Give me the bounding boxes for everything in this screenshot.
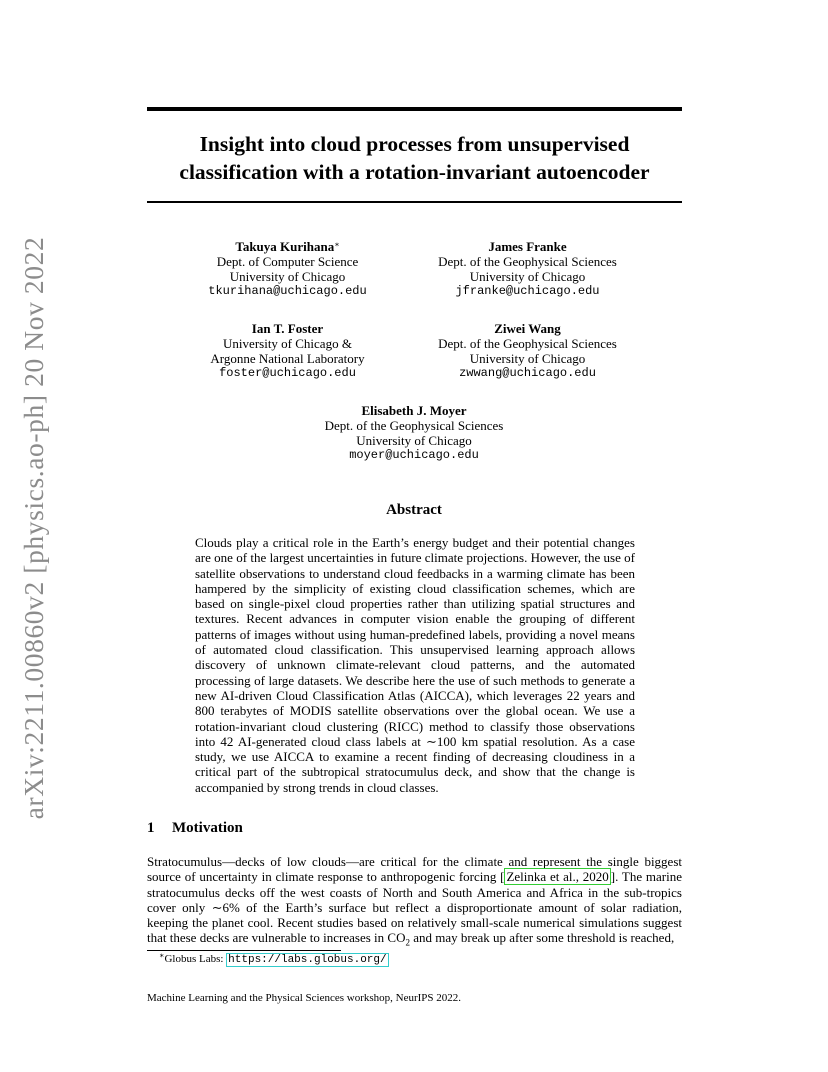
affiliation-line: University of Chicago [469, 351, 586, 366]
author-email: foster@uchicago.edu [219, 366, 356, 380]
venue-note: Machine Learning and the Physical Sciences workshop, NeurIPS 2022. [147, 992, 462, 1004]
subscript: 2 [405, 938, 410, 949]
author-email: zwwang@uchicago.edu [459, 366, 596, 380]
affiliation-line: University of Chicago [229, 269, 346, 284]
abstract-text: Clouds play a critical role in the Earth’s energy budget and their potential changes are one of the largest uncertainties in future climate projections. However, the use of satellite observations to understand cloud feedbacks in a warming climate has been hampered by the simplicity of existing cloud classification schemes, which are based on single-pixel cloud properties rather than utilizing spatial structures and textures. Recent advances in computer vision enable the grouping of different patterns of images without using human-predefined labels, providing a novel means of automated cloud classification. This unsupervised learning approach allows discovery of unknown climate-relevant cloud patterns, and the automated processing of large datasets. We describe here the use of such methods to generate a new AI-driven Cloud Classification Atlas (AICCA), which leverages 22 years and 800 terabytes of MODIS satellite observations over the global ocean. We use a rotation-invariant cloud clustering (RICC) method to classify those observations into 42 AI-generated cloud class labels at ∼100 km spatial resolution. As a case study, we use AICCA to examine a recent finding of decreasing cloudiness in a critical part of the subtropical stratocumulus deck, and show that the change is accompanied by strong trends in cloud classes. [195, 535, 635, 795]
author-block-4 [425, 321, 630, 381]
author-email: jfranke@uchicago.edu [455, 284, 600, 298]
paper-title: Insight into cloud processes from unsupervised classification with a rotation-invariant autoencoder [179, 132, 650, 184]
author-email: moyer@uchicago.edu [349, 448, 479, 462]
body-paragraph: Stratocumulus—decks of low clouds—are critical for the climate and represent the single biggest source of uncertainty in climate response to anthropogenic forcing [ Zelinka et al., 2020 ]. The marine stratocumulus decks off the west coasts of North and South America and Africa in the sub-tropics cover only ∼6% of the Earth’s surface but reflect a disproportionate amount of solar radiation, keeping the planet cool. Recent studies based on relatively small-scale numerical simulations suggest that these decks are vulnerable to increases in $CO_2$ and may break up after some threshold is reached, [147, 854, 682, 949]
affiliation-line: Dept. of Computer Science [216, 254, 359, 269]
author-name: Elisabeth J. Moyer [361, 403, 467, 418]
citation-link[interactable]: Zelinka et al., 2020 [506, 869, 609, 885]
footnote-mark: ∗ [159, 951, 165, 960]
affiliation-line: University of Chicago [469, 269, 586, 284]
section-number: 1 [147, 820, 155, 836]
author-email: tkurihana@uchicago.edu [208, 284, 367, 298]
arxiv-identifier: arXiv:2211.00860v2 [physics.ao-ph] 20 Nov 2022 [18, 236, 49, 820]
author-name: James Franke [488, 239, 567, 254]
footnote-rule [147, 950, 341, 951]
section-heading [147, 819, 243, 837]
affiliation-line: Dept. of the Geophysical Sciences [438, 336, 617, 351]
affiliation-line: University of Chicago & [223, 336, 352, 351]
author-block-2 [425, 239, 630, 299]
author-block-3 [190, 321, 385, 381]
author-name: Takuya Kurihana∗ [235, 239, 340, 254]
footnote: ∗Globus Labs: https://labs.globus.org/ [159, 951, 387, 966]
author-name: Ziwei Wang [494, 321, 561, 336]
author-block-1 [190, 239, 385, 299]
author-block-5 [300, 403, 528, 463]
title-top-rule [147, 107, 682, 111]
abstract-heading: Abstract [386, 502, 442, 518]
section-title: Motivation [172, 820, 243, 836]
affiliation-line: Argonne National Laboratory [210, 351, 365, 366]
affiliation-line: Dept. of the Geophysical Sciences [438, 254, 617, 269]
footnote-mark: ∗ [334, 240, 340, 249]
affiliation-line: University of Chicago [356, 433, 472, 448]
arxiv-side-stamp [8, 236, 60, 820]
title-bottom-rule [147, 201, 682, 203]
affiliation-line: Dept. of the Geophysical Sciences [324, 418, 504, 433]
footnote-url-link[interactable]: https://labs.globus.org/ [228, 954, 387, 966]
author-name: Ian T. Foster [251, 321, 324, 336]
